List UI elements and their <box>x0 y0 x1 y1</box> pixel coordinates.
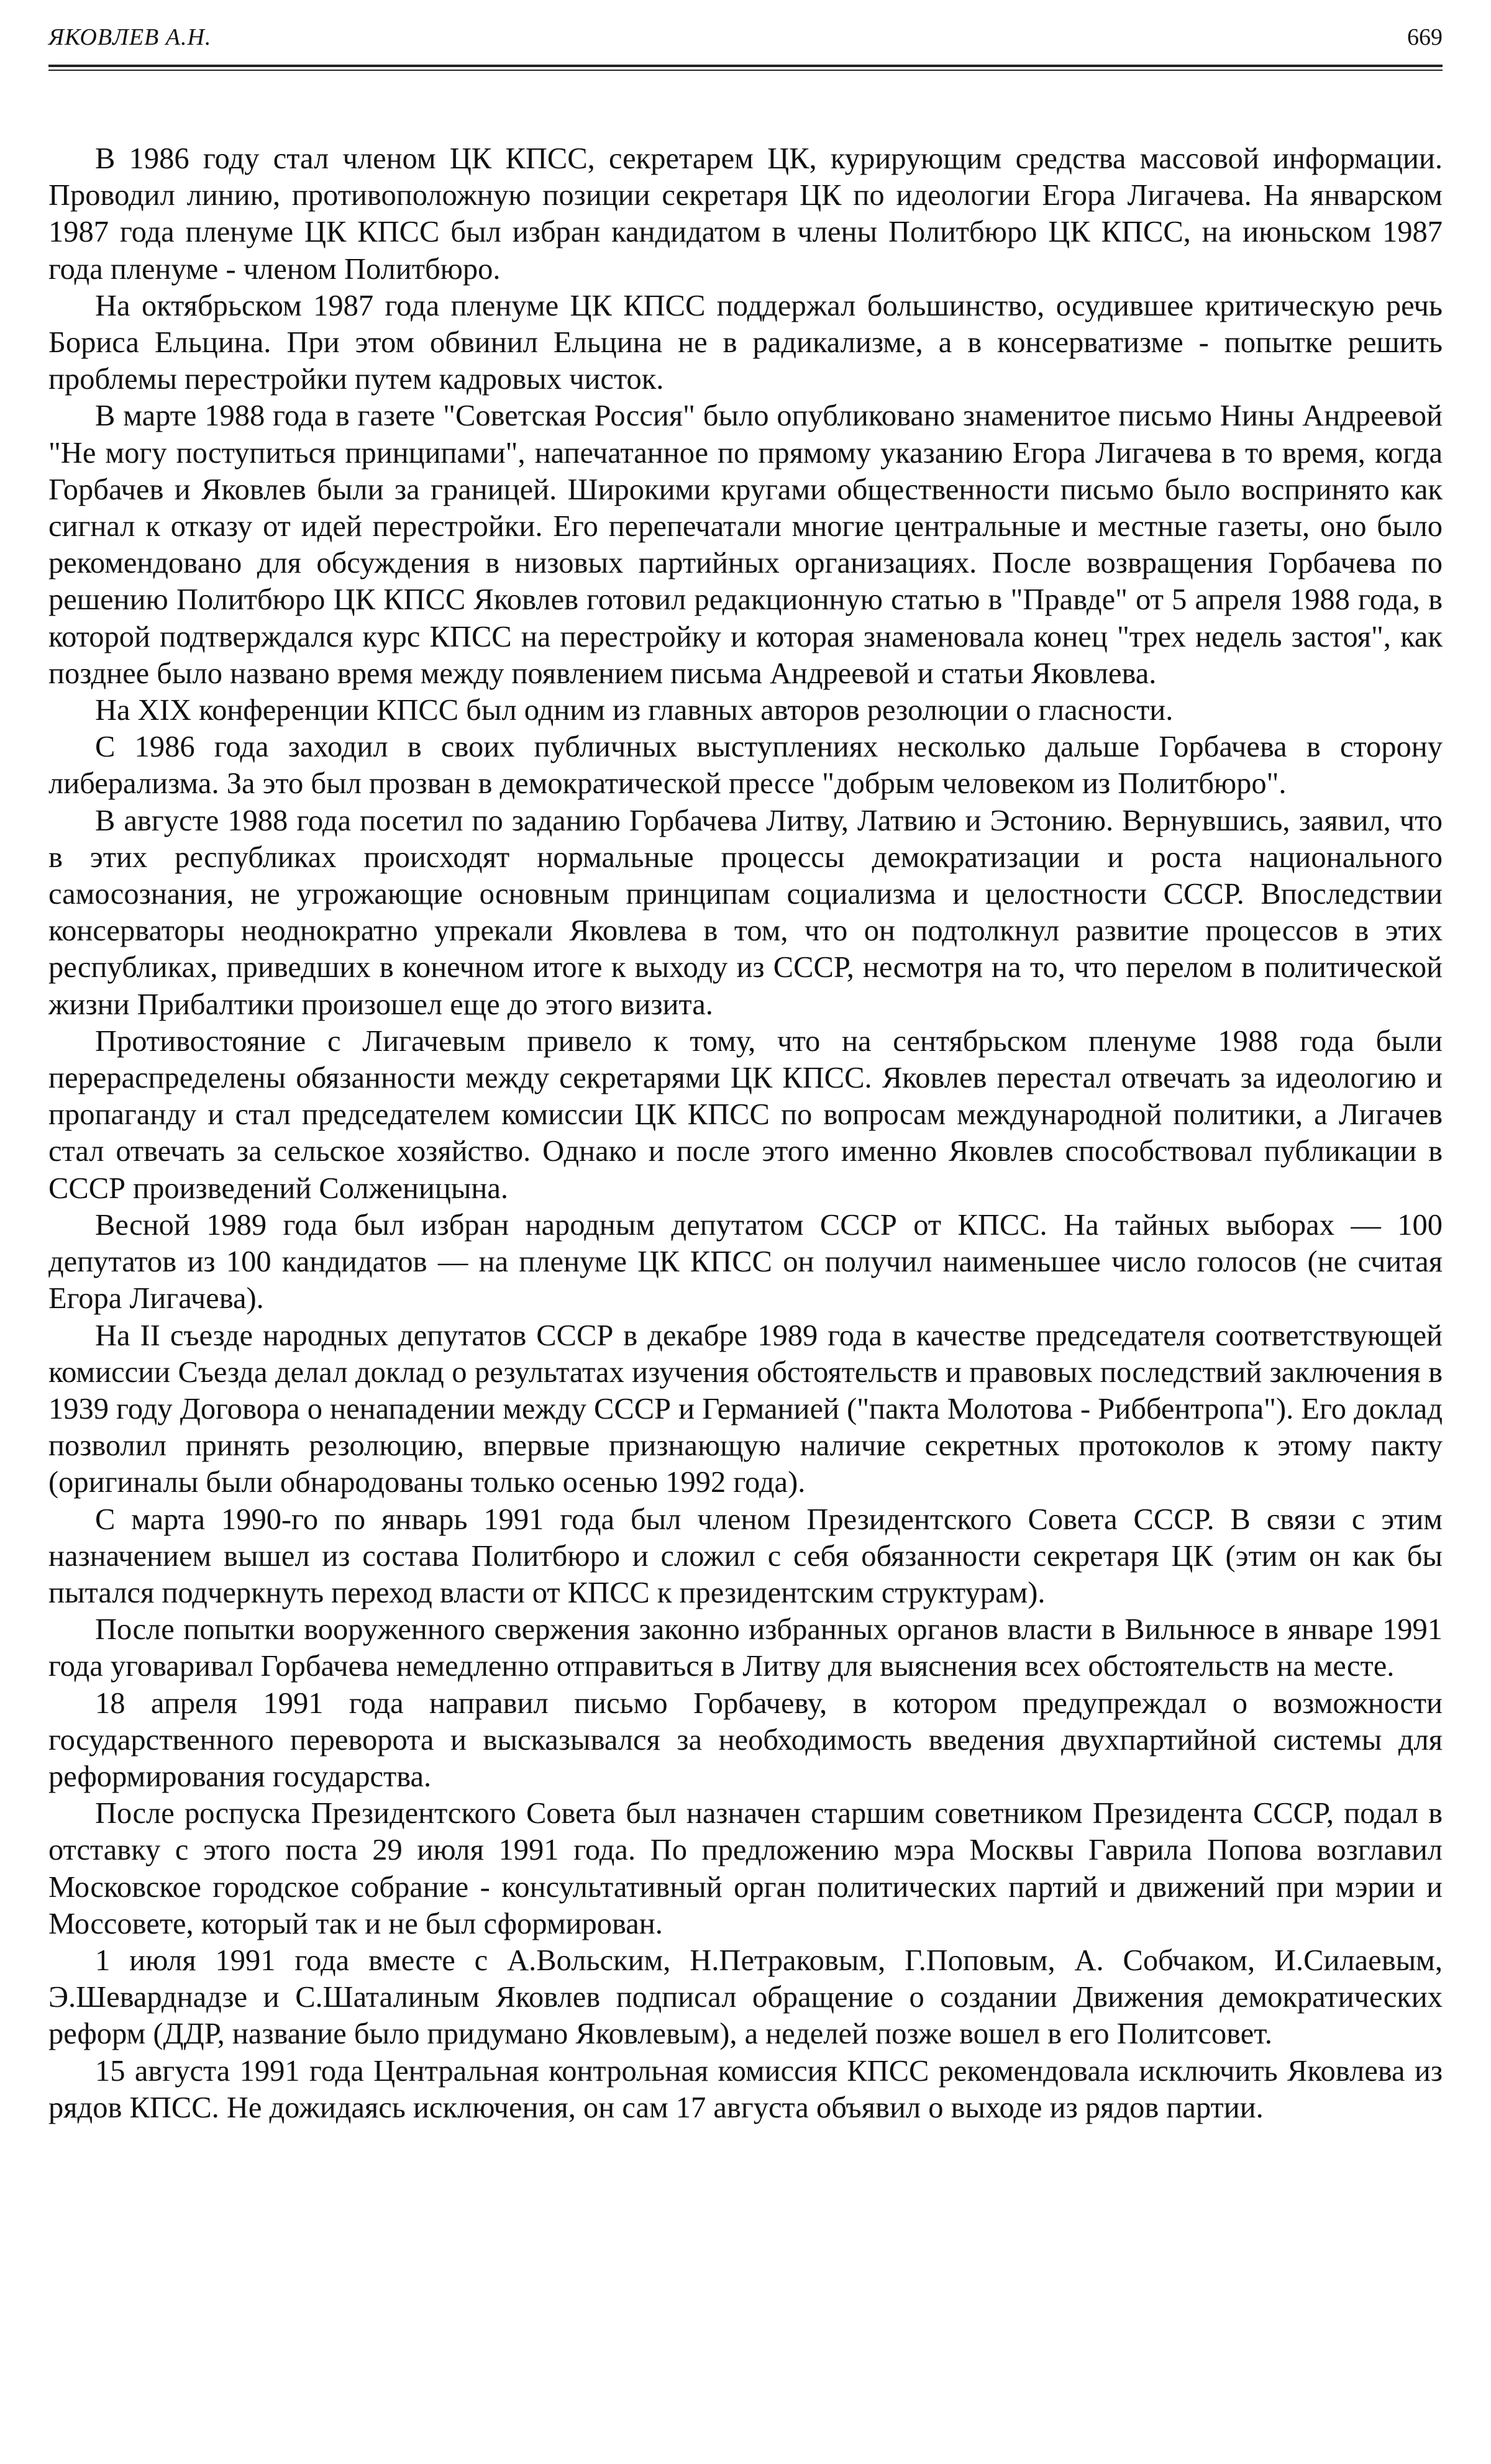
paragraph: В марте 1988 года в газете "Советская Россия" было опубликовано знаменитое письмо Нины Андреевой "Не могу поступиться принципами", напечатанное по прямому указанию Егора Лигачева в то время, когда Горбачев и Яковлев были за границей. Широкими кругами общественности письмо было воспринято как сигнал к отказу от идей перестройки. Его перепечатали многие центральные и местные газеты, оно было рекомендовано для обсуждения в низовых партийных организациях. После возвращения Горбачева по решению Политбюро ЦК КПСС Яковлев готовил редакционную статью в "Правде" от 5 апреля 1988 года, в которой подтверждался курс КПСС на перестройку и которая знаменовала конец "трех недель застоя", как позднее было названо время между появлением письма Андреевой и статьи Яковлева. <box>48 399 1443 690</box>
header-rule-thick <box>48 65 1443 67</box>
header-rule-thin <box>48 70 1443 71</box>
page-number: 669 <box>1407 24 1443 50</box>
paragraph: С марта 1990-го по январь 1991 года был членом Президентского Совета СССР. В связи с этим назначением вышел из состава Политбюро и сложил с себя обязанности секретаря ЦК (этим он как бы пытался подчеркнуть переход власти от КПСС к президентским структурам). <box>48 1502 1443 1609</box>
paragraph: В 1986 году стал членом ЦК КПСС, секретарем ЦК, курирующим средства массовой информации. Проводил линию, противоположную позиции секретаря ЦК по идеологии Егора Лигачева. На январском 1987 года пленуме ЦК КПСС был избран кандидатом в члены Политбюро ЦК КПСС, на июньском 1987 года пленуме - членом Политбюро. <box>48 142 1443 286</box>
running-head <box>48 24 1443 61</box>
running-head-author: ЯКОВЛЕВ А.Н. <box>48 24 212 50</box>
paragraph: 1 июля 1991 года вместе с А.Вольским, Н.Петраковым, Г.Поповым, А. Собчаком, И.Силаевым, Э.Шеварднадзе и С.Шаталиным Яковлев подписал обращение о создании Движения демократических реформ (ДДР, название было придумано Яковлевым), а неделей позже вошел в его Политсовет. <box>48 1943 1443 2051</box>
paragraph: После попытки вооруженного свержения законно избранных органов власти в Вильнюсе в январе 1991 года уговаривал Горбачева немедленно отправиться в Литву для выяснения всех обстоятельств на месте. <box>48 1613 1443 1683</box>
paragraph: С 1986 года заходил в своих публичных выступлениях несколько дальше Горбачева в сторону либерализма. За это был прозван в демократической прессе "добрым человеком из Политбюро". <box>48 730 1443 801</box>
paragraph: На XIX конференции КПСС был одним из главных авторов резолюции о гласности. <box>95 694 1174 727</box>
paragraph: На октябрьском 1987 года пленуме ЦК КПСС поддержал большинство, осудившее критическую речь Бориса Ельцина. При этом обвинил Ельцина не в радикализме, а в консерватизме - попытке решить проблемы перестройки путем кадровых чисток. <box>48 289 1443 396</box>
article-body <box>48 140 1443 2126</box>
paragraph: На II съезде народных депутатов СССР в декабре 1989 года в качестве председателя соответствующей комиссии Съезда делал доклад о результатах изучения обстоятельств и правовых последствий заключения в 1939 году Договора о ненападении между СССР и Германией ("пакта Молотова - Риббентропа"). Его доклад позволил принять резолюцию, впервые признающую наличие секретных протоколов к этому пакту (оригиналы были обнародованы только осенью 1992 года). <box>48 1319 1443 1499</box>
paragraph: 18 апреля 1991 года направил письмо Горбачеву, в котором предупреждал о возможности государственного переворота и высказывался за необходимость введения двухпартийной системы для реформирования государства. <box>48 1686 1443 1793</box>
paragraph: 15 августа 1991 года Центральная контрольная комиссия КПСС рекомендовала исключить Яковлева из рядов КПСС. Не дожидаясь исключения, он сам 17 августа объявил о выходе из рядов партии. <box>48 2054 1443 2124</box>
paragraph: В августе 1988 года посетил по заданию Горбачева Литву, Латвию и Эстонию. Вернувшись, заявил, что в этих республиках происходят нормальные процессы демократизации и роста национального самосознания, не угрожающие основным принципам социализма и целостности СССР. Впоследствии консерваторы неоднократно упрекали Яковлева в том, что он подтолкнул развитие процессов в этих республиках, приведших в конечном итоге к выходу из СССР, несмотря на то, что перелом в политической жизни Прибалтики произошел еще до этого визита. <box>48 804 1443 1021</box>
paragraph: После роспуска Президентского Совета был назначен старшим советником Президента СССР, подал в отставку с этого поста 29 июля 1991 года. По предложению мэра Москвы Гаврила Попова возглавил Московское городское собрание - консультативный орган политических партий и движений при мэрии и Моссовете, который так и не был сформирован. <box>48 1797 1443 1940</box>
paragraph: Весной 1989 года был избран народным депутатом СССР от КПСС. На тайных выборах — 100 депутатов из 100 кандидатов — на пленуме ЦК КПСС он получил наименьшее число голосов (не считая Егора Лигачева). <box>48 1208 1443 1316</box>
paragraph: Противостояние с Лигачевым привело к тому, что на сентябрьском пленуме 1988 года были перераспределены обязанности между секретарями ЦК КПСС. Яковлев перестал отвечать за идеологию и пропаганду и стал председателем комиссии ЦК КПСС по вопросам международной политики, а Лигачев стал отвечать за сельское хозяйство. Однако и после этого именно Яковлев способствовал публикации в СССР произведений Солженицына. <box>48 1024 1443 1205</box>
